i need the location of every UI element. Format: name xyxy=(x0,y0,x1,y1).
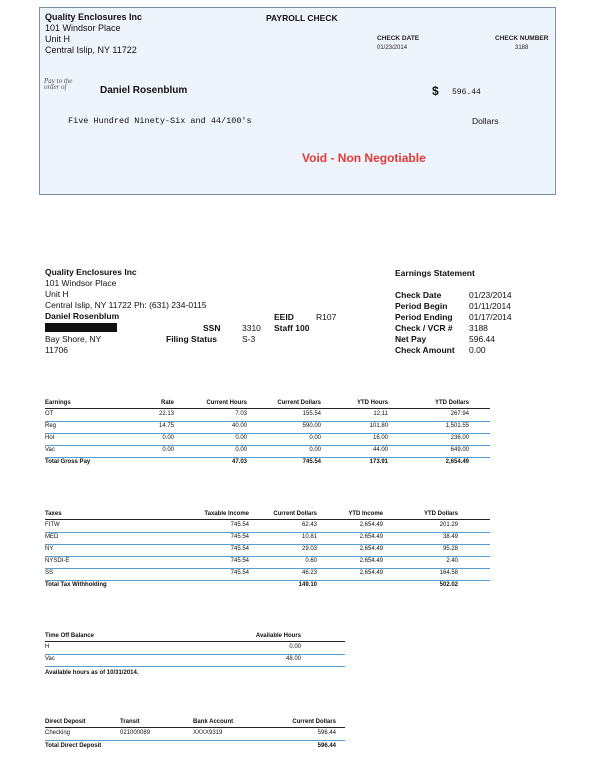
summary-label: Period Ending xyxy=(395,312,453,322)
deposit-total-value: 596.44 xyxy=(317,743,336,749)
summary-label: Check / VCR # xyxy=(395,323,453,333)
ssn-label: SSN xyxy=(203,323,221,333)
table-cell: 2,654.49 xyxy=(359,558,383,564)
table-cell: 649.00 xyxy=(450,447,469,453)
table-cell: 40.00 xyxy=(231,423,247,429)
table-header-cell: Earnings xyxy=(45,400,71,406)
row-rule xyxy=(45,457,490,458)
table-cell: 0.60 xyxy=(305,558,317,564)
table-cell: 12.11 xyxy=(373,411,388,417)
table-cell: 0.00 xyxy=(235,435,247,441)
summary-label: Period Begin xyxy=(395,301,448,311)
summary-value: 3188 xyxy=(469,323,488,333)
deposit-total-label: Total Direct Deposit xyxy=(45,743,102,749)
table-cell: Vac xyxy=(45,447,55,453)
eeid-value: R107 xyxy=(316,312,337,322)
table-cell: MED xyxy=(45,534,59,540)
table-cell: 46.23 xyxy=(301,570,317,576)
row-rule xyxy=(45,421,490,422)
table-cell: 22.13 xyxy=(158,411,174,417)
employee-city: Bay Shore, NY xyxy=(45,334,102,344)
table-cell: 021000089 xyxy=(120,730,151,736)
table-header-cell: Rate xyxy=(160,400,174,406)
table-header-cell: Current Dollars xyxy=(277,400,321,406)
eeid-label: EEID xyxy=(274,312,294,322)
table-header-cell: Current Dollars xyxy=(292,719,336,725)
table-cell: 590.00 xyxy=(302,423,321,429)
summary-value: 0.00 xyxy=(469,345,486,355)
summary-value: 01/23/2014 xyxy=(469,290,512,300)
void-stamp: Void - Non Negotiable xyxy=(302,151,426,165)
stub-company-address-3: Central Islip, NY 11722 Ph: (631) 234-0115 xyxy=(45,300,207,310)
table-cell: 201.29 xyxy=(439,522,458,528)
dollar-sign: $ xyxy=(432,84,439,98)
table-total-cell: Total Gross Pay xyxy=(45,459,91,465)
table-cell: Reg xyxy=(45,423,57,429)
table-cell: 2,654.49 xyxy=(359,522,383,528)
table-header-cell: Current Hours xyxy=(206,400,247,406)
table-cell: NYSDI-E xyxy=(45,558,70,564)
table-cell: SS xyxy=(45,570,54,576)
table-cell: 1,501.55 xyxy=(445,423,469,429)
summary-value: 01/17/2014 xyxy=(469,312,512,322)
table-cell: 0.00 xyxy=(162,435,174,441)
stub-company-address-1: 101 Windsor Place xyxy=(45,278,117,288)
table-cell: 7.03 xyxy=(235,411,247,417)
header-rule xyxy=(45,641,345,642)
employee-name: Daniel Rosenblum xyxy=(45,311,120,321)
summary-value: 01/11/2014 xyxy=(469,301,511,311)
check-title: PAYROLL CHECK xyxy=(266,13,338,23)
time-off-footer: Available hours as of 10/31/2014. xyxy=(45,670,139,676)
table-cell: Hol xyxy=(45,435,55,441)
ssn-value: 3310 xyxy=(242,323,261,333)
row-rule xyxy=(45,740,345,741)
table-cell: 38.49 xyxy=(442,534,458,540)
table-cell: 745.54 xyxy=(230,522,249,528)
table-header-cell: Transit xyxy=(120,719,140,725)
table-total-cell: 47.03 xyxy=(231,459,247,465)
table-header-cell: YTD Hours xyxy=(356,400,388,406)
table-cell: 95.28 xyxy=(442,546,458,552)
pay-to-label-2: order of xyxy=(44,83,67,91)
header-rule xyxy=(45,519,490,520)
table-cell: 2,654.49 xyxy=(359,534,383,540)
table-total-cell: 745.54 xyxy=(302,459,321,465)
employee-zip: 11706 xyxy=(45,345,69,355)
check-company-name: Quality Enclosures Inc xyxy=(45,12,143,22)
stub-company-name: Quality Enclosures Inc xyxy=(45,267,137,277)
summary-label: Net Pay xyxy=(395,334,427,344)
header-rule xyxy=(45,408,490,409)
summary-label: Check Amount xyxy=(395,345,455,355)
table-header-cell: YTD Income xyxy=(348,511,383,517)
row-rule xyxy=(45,544,490,545)
row-rule xyxy=(45,556,490,557)
table-cell: 745.54 xyxy=(230,534,249,540)
redacted-address xyxy=(45,323,117,332)
check-number-label: CHECK NUMBER xyxy=(495,35,549,42)
table-cell: 0.00 xyxy=(289,644,301,650)
table-cell: 164.58 xyxy=(439,570,458,576)
check-date-label: CHECK DATE xyxy=(377,35,420,42)
header-rule xyxy=(45,727,345,728)
row-rule xyxy=(45,568,490,569)
table-total-cell: Total Tax Withholding xyxy=(45,582,107,588)
table-header-cell: YTD Dollars xyxy=(434,400,469,406)
table-header-cell: Time Off Balance xyxy=(45,633,94,639)
table-header-cell: YTD Dollars xyxy=(423,511,458,517)
row-rule xyxy=(45,666,345,667)
row-rule xyxy=(45,433,490,434)
table-cell: H xyxy=(45,644,50,650)
table-cell: 2,654.49 xyxy=(359,570,383,576)
earnings-statement-title: Earnings Statement xyxy=(395,268,475,278)
table-cell: 2,654.49 xyxy=(359,546,383,552)
table-cell: 745.54 xyxy=(230,570,249,576)
staff-id: Staff 100 xyxy=(274,323,310,333)
table-cell: 10.81 xyxy=(301,534,317,540)
row-rule xyxy=(45,445,490,446)
pay-to-label-1: Pay to the xyxy=(44,77,73,85)
table-cell: NY xyxy=(45,546,54,552)
check-company-address-2: Unit H xyxy=(45,34,71,44)
table-header-cell: Available Hours xyxy=(255,633,301,639)
table-header-cell: Direct Deposit xyxy=(45,719,86,725)
table-cell: XXXX9319 xyxy=(193,730,223,736)
payee-name: Daniel Rosenblum xyxy=(100,85,188,96)
table-cell: 267.94 xyxy=(450,411,469,417)
filing-status-label: Filing Status xyxy=(166,334,217,344)
table-cell: 2.40 xyxy=(446,558,458,564)
table-cell: 155.54 xyxy=(302,411,321,417)
table-cell: 745.54 xyxy=(230,558,249,564)
table-cell: Vac xyxy=(45,656,55,662)
table-total-cell: 2,654.49 xyxy=(445,459,469,465)
table-cell: 596.44 xyxy=(317,730,336,736)
table-cell: 62.43 xyxy=(301,522,317,528)
table-cell: 29.03 xyxy=(301,546,317,552)
table-cell: OT xyxy=(45,411,54,417)
check-number-value: 3188 xyxy=(515,45,529,51)
table-cell: FITW xyxy=(45,522,60,528)
table-cell: 44.00 xyxy=(372,447,388,453)
check-company-address-1: 101 Windsor Place xyxy=(45,23,121,33)
summary-value: 596.44 xyxy=(469,334,495,344)
table-total-cell: 502.02 xyxy=(439,582,458,588)
check-amount: 596.44 xyxy=(452,88,481,97)
row-rule xyxy=(45,580,490,581)
table-header-cell: Taxable Income xyxy=(204,511,249,517)
table-cell: 0.00 xyxy=(309,435,321,441)
table-header-cell: Bank Account xyxy=(193,719,234,725)
check-date-value: 01/23/2014 xyxy=(377,45,408,51)
table-total-cell: 173.91 xyxy=(369,459,388,465)
summary-label: Check Date xyxy=(395,290,442,300)
table-total-cell: 149.10 xyxy=(298,582,317,588)
table-header-cell: Taxes xyxy=(45,511,62,517)
table-cell: 0.00 xyxy=(162,447,174,453)
table-cell: 16.00 xyxy=(372,435,388,441)
table-cell: 0.00 xyxy=(309,447,321,453)
table-header-cell: Current Dollars xyxy=(273,511,317,517)
table-cell: 101.80 xyxy=(369,423,388,429)
payroll-check xyxy=(39,7,556,195)
table-cell: 236.00 xyxy=(450,435,469,441)
table-cell: 48.00 xyxy=(285,656,301,662)
check-company-address-3: Central Islip, NY 11722 xyxy=(45,45,137,55)
row-rule xyxy=(45,532,490,533)
table-cell: Checking xyxy=(45,730,71,736)
amount-in-words: Five Hundred Ninety-Six and 44/100's xyxy=(68,116,252,126)
table-cell: 0.00 xyxy=(235,447,247,453)
filing-status-value: S-3 xyxy=(242,334,256,344)
stub-company-address-2: Unit H xyxy=(45,289,69,299)
table-cell: 745.54 xyxy=(230,546,249,552)
dollars-label: Dollars xyxy=(472,116,499,126)
row-rule xyxy=(45,654,345,655)
table-cell: 14.75 xyxy=(158,423,174,429)
